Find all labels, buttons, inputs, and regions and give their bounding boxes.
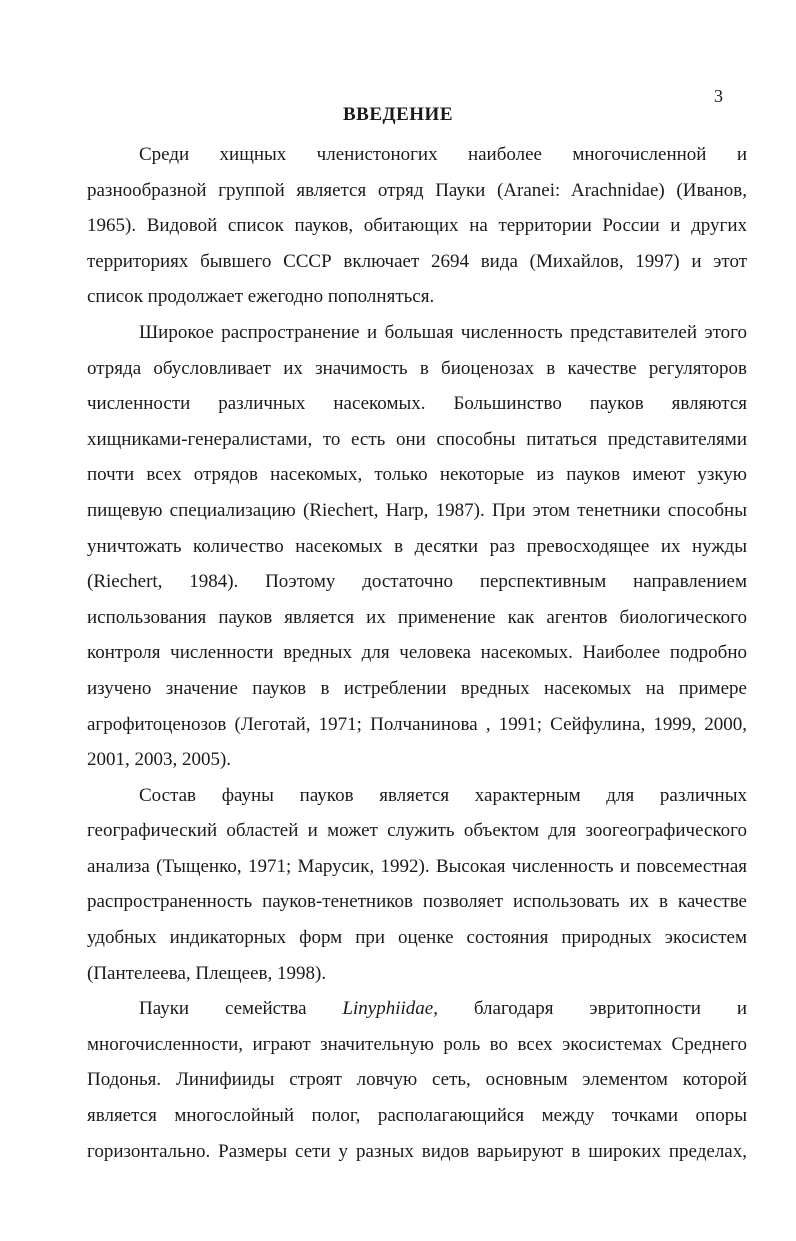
- text-line: уничтожать количество насекомых в десятки раз превосходящее их нужды: [87, 535, 747, 557]
- text-line: является многослойный полог, располагающийся между точками опоры: [87, 1105, 747, 1127]
- text-line: численности различных насекомых. Большинство пауков являются: [87, 393, 747, 415]
- text-line: (Riechert, 1984). Поэтому достаточно перспективным направлением: [87, 571, 747, 593]
- text-line: отряда обусловливает их значимость в биоценозах в качестве регуляторов: [87, 357, 747, 379]
- paragraph-3: [87, 778, 747, 992]
- text-line: Широкое распространение и большая численность представителей этого: [139, 321, 747, 343]
- text-line: 2001, 2003, 2005).: [87, 749, 232, 771]
- text-line: изучено значение пауков в истреблении вредных насекомых на примере: [87, 677, 747, 699]
- taxon-name: Linyphiidae: [342, 998, 434, 1020]
- text-line: использования пауков является их применение как агентов биологического: [87, 606, 747, 628]
- paragraph-4: [87, 991, 747, 1169]
- text-line-start: Пауки семейства: [139, 998, 343, 1020]
- text-line: распространенность пауков-тенетников позволяет использовать их в качестве: [87, 891, 747, 913]
- text-line: Среди хищных членистоногих наиболее многочисленной и: [139, 144, 747, 165]
- text-line: Состав фауны пауков является характерным для различных: [139, 784, 747, 806]
- text-line: пищевую специализацию (Riechert, Harp, 1987). При этом тенетники способны: [87, 499, 747, 521]
- text-line: хищниками-генералистами, то есть они способны питаться представителями: [87, 428, 747, 450]
- text-line-mixed: [87, 991, 747, 1027]
- text-line: анализа (Тыщенко, 1971; Марусик, 1992). Высокая численность и повсеместная: [87, 855, 747, 877]
- text-line: список продолжает ежегодно пополняться.: [87, 286, 435, 308]
- text-line: 1965). Видовой список пауков, обитающих на территории России и других: [87, 215, 747, 237]
- paragraph-1: [87, 137, 747, 315]
- text-line: удобных индикаторных форм при оценке состояния природных экосистем: [87, 927, 747, 949]
- paragraph-2: [87, 315, 747, 778]
- text-line: географический областей и может служить объектом для зоогеографического: [87, 820, 747, 842]
- body-text: [87, 137, 747, 1169]
- text-line: Подонья. Линифииды строят ловчую сеть, основным элементом которой: [87, 1069, 747, 1091]
- text-line: (Пантелеева, Плещеев, 1998).: [87, 962, 327, 984]
- text-line: почти всех отрядов насекомых, только некоторые из пауков имеют узкую: [87, 464, 747, 486]
- text-line: территориях бывшего СССР включает 2694 вида (Михайлов, 1997) и этот: [87, 250, 747, 272]
- page-number: 3: [714, 86, 723, 106]
- page-title: ВВЕДЕНИЕ: [343, 104, 453, 125]
- text-line: многочисленности, играют значительную роль во всех экосистемах Среднего: [87, 1033, 747, 1055]
- text-line: контроля численности вредных для человека насекомых. Наиболее подробно: [87, 642, 747, 664]
- text-line: разнообразной группой является отряд Пауки (Aranei: Arachnidae) (Иванов,: [87, 179, 747, 201]
- text-line: горизонтально. Размеры сети у разных видов варьируют в широких пределах,: [87, 1140, 747, 1162]
- text-line-end: , благодаря эвритопности и: [433, 998, 747, 1020]
- text-line: агрофитоценозов (Леготай, 1971; Полчанинова , 1991; Сейфулина, 1999, 2000,: [87, 713, 747, 735]
